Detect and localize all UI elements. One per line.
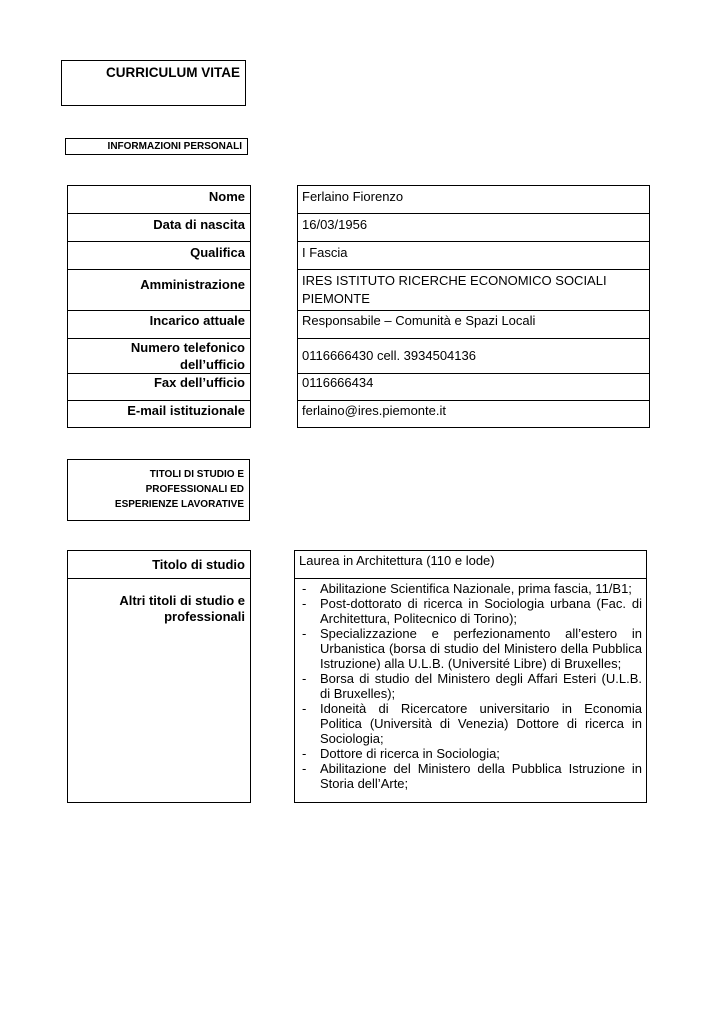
list-item: - Abilitazione del Ministero della Pubblica Istruzione in Storia dell’Arte;: [299, 761, 642, 791]
value-cell-incarico: [297, 310, 650, 338]
label-cell-incarico: [67, 310, 251, 338]
list-item: - Dottore di ricerca in Sociologia;: [299, 746, 642, 761]
label-telefono-line2: dell’ufficio: [180, 357, 245, 372]
value-incarico: Responsabile – Comunità e Spazi Locali: [302, 313, 536, 328]
value-cell-telefono: [297, 338, 650, 373]
value-email: ferlaino@ires.piemonte.it: [302, 403, 446, 418]
section-studies-header: [67, 459, 250, 521]
label-altri-titoli-line1: Altri titoli di studio e: [119, 593, 245, 608]
value-titolo-studio: Laurea in Architettura (110 e lode): [299, 553, 495, 568]
label-cell-qualifica: [67, 241, 251, 269]
value-amministrazione-line1: IRES ISTITUTO RICERCHE ECONOMICO SOCIALI: [302, 273, 607, 288]
value-cell-email: [297, 400, 650, 428]
label-email: E-mail istituzionale: [127, 403, 245, 418]
label-cell-email: [67, 400, 251, 428]
label-altri-titoli-line2: professionali: [164, 609, 245, 624]
label-incarico: Incarico attuale: [149, 313, 245, 328]
label-cell-data-nascita: [67, 213, 251, 241]
label-titolo-studio: Titolo di studio: [152, 557, 245, 572]
label-cell-telefono: [67, 338, 251, 373]
label-qualifica: Qualifica: [190, 245, 245, 260]
section-studies-line3: ESPERIENZE LAVORATIVE: [114, 499, 244, 510]
label-fax: Fax dell’ufficio: [153, 375, 245, 390]
value-amministrazione-line2: PIEMONTE: [302, 291, 370, 306]
value-cell-titolo-studio: [294, 550, 647, 578]
section-studies-line1: TITOLI DI STUDIO E: [149, 469, 244, 480]
label-cell-fax: [67, 373, 251, 400]
value-cell-fax: [297, 373, 650, 400]
label-cell-amministrazione: [67, 269, 251, 310]
list-item: - Borsa di studio del Ministero degli Affari Esteri (U.L.B. di Bruxelles);: [299, 671, 642, 701]
document-title: CURRICULUM VITAE: [106, 65, 240, 80]
label-data-nascita: Data di nascita: [153, 217, 245, 232]
value-telefono: 0116666430 cell. 3934504136: [302, 348, 476, 363]
list-item: - Post-dottorato di ricerca in Sociologia urbana (Fac. di Architettura, Politecnico di Torino);: [299, 596, 642, 626]
value-cell-nome: [297, 185, 650, 213]
label-amministrazione: Amministrazione: [140, 277, 245, 292]
value-cell-data-nascita: [297, 213, 650, 241]
value-data-nascita: 16/03/1956: [302, 217, 368, 232]
document-title-box: [61, 60, 246, 106]
section-personal-header: INFORMAZIONI PERSONALI: [65, 138, 248, 155]
value-cell-amministrazione: [297, 269, 650, 310]
value-fax: 0116666434: [302, 375, 374, 390]
other-titles-list: [299, 581, 642, 791]
list-item: - Abilitazione Scientifica Nazionale, prima fascia, 11/B1;: [299, 581, 642, 596]
label-telefono-line1: Numero telefonico: [130, 340, 245, 355]
section-studies-line2: PROFESSIONALI ED: [145, 484, 244, 495]
value-cell-altri-titoli: [294, 578, 647, 803]
label-cell-titolo-studio: [67, 550, 251, 578]
label-cell-altri-titoli: [67, 578, 251, 803]
list-item: - Idoneità di Ricercatore universitario in Economia Politica (Università di Venezia) Dottore di ricerca in Sociologia;: [299, 701, 642, 746]
value-qualifica: I Fascia: [302, 245, 348, 260]
label-cell-nome: [67, 185, 251, 213]
value-nome: Ferlaino Fiorenzo: [302, 189, 404, 204]
label-nome: Nome: [208, 189, 245, 204]
list-item: - Specializzazione e perfezionamento all’estero in Urbanistica (borsa di studio del Ministero della Pubblica Istruzione) alla U.L.B. (Université Libre) di Bruxelles;: [299, 626, 642, 671]
value-cell-qualifica: [297, 241, 650, 269]
